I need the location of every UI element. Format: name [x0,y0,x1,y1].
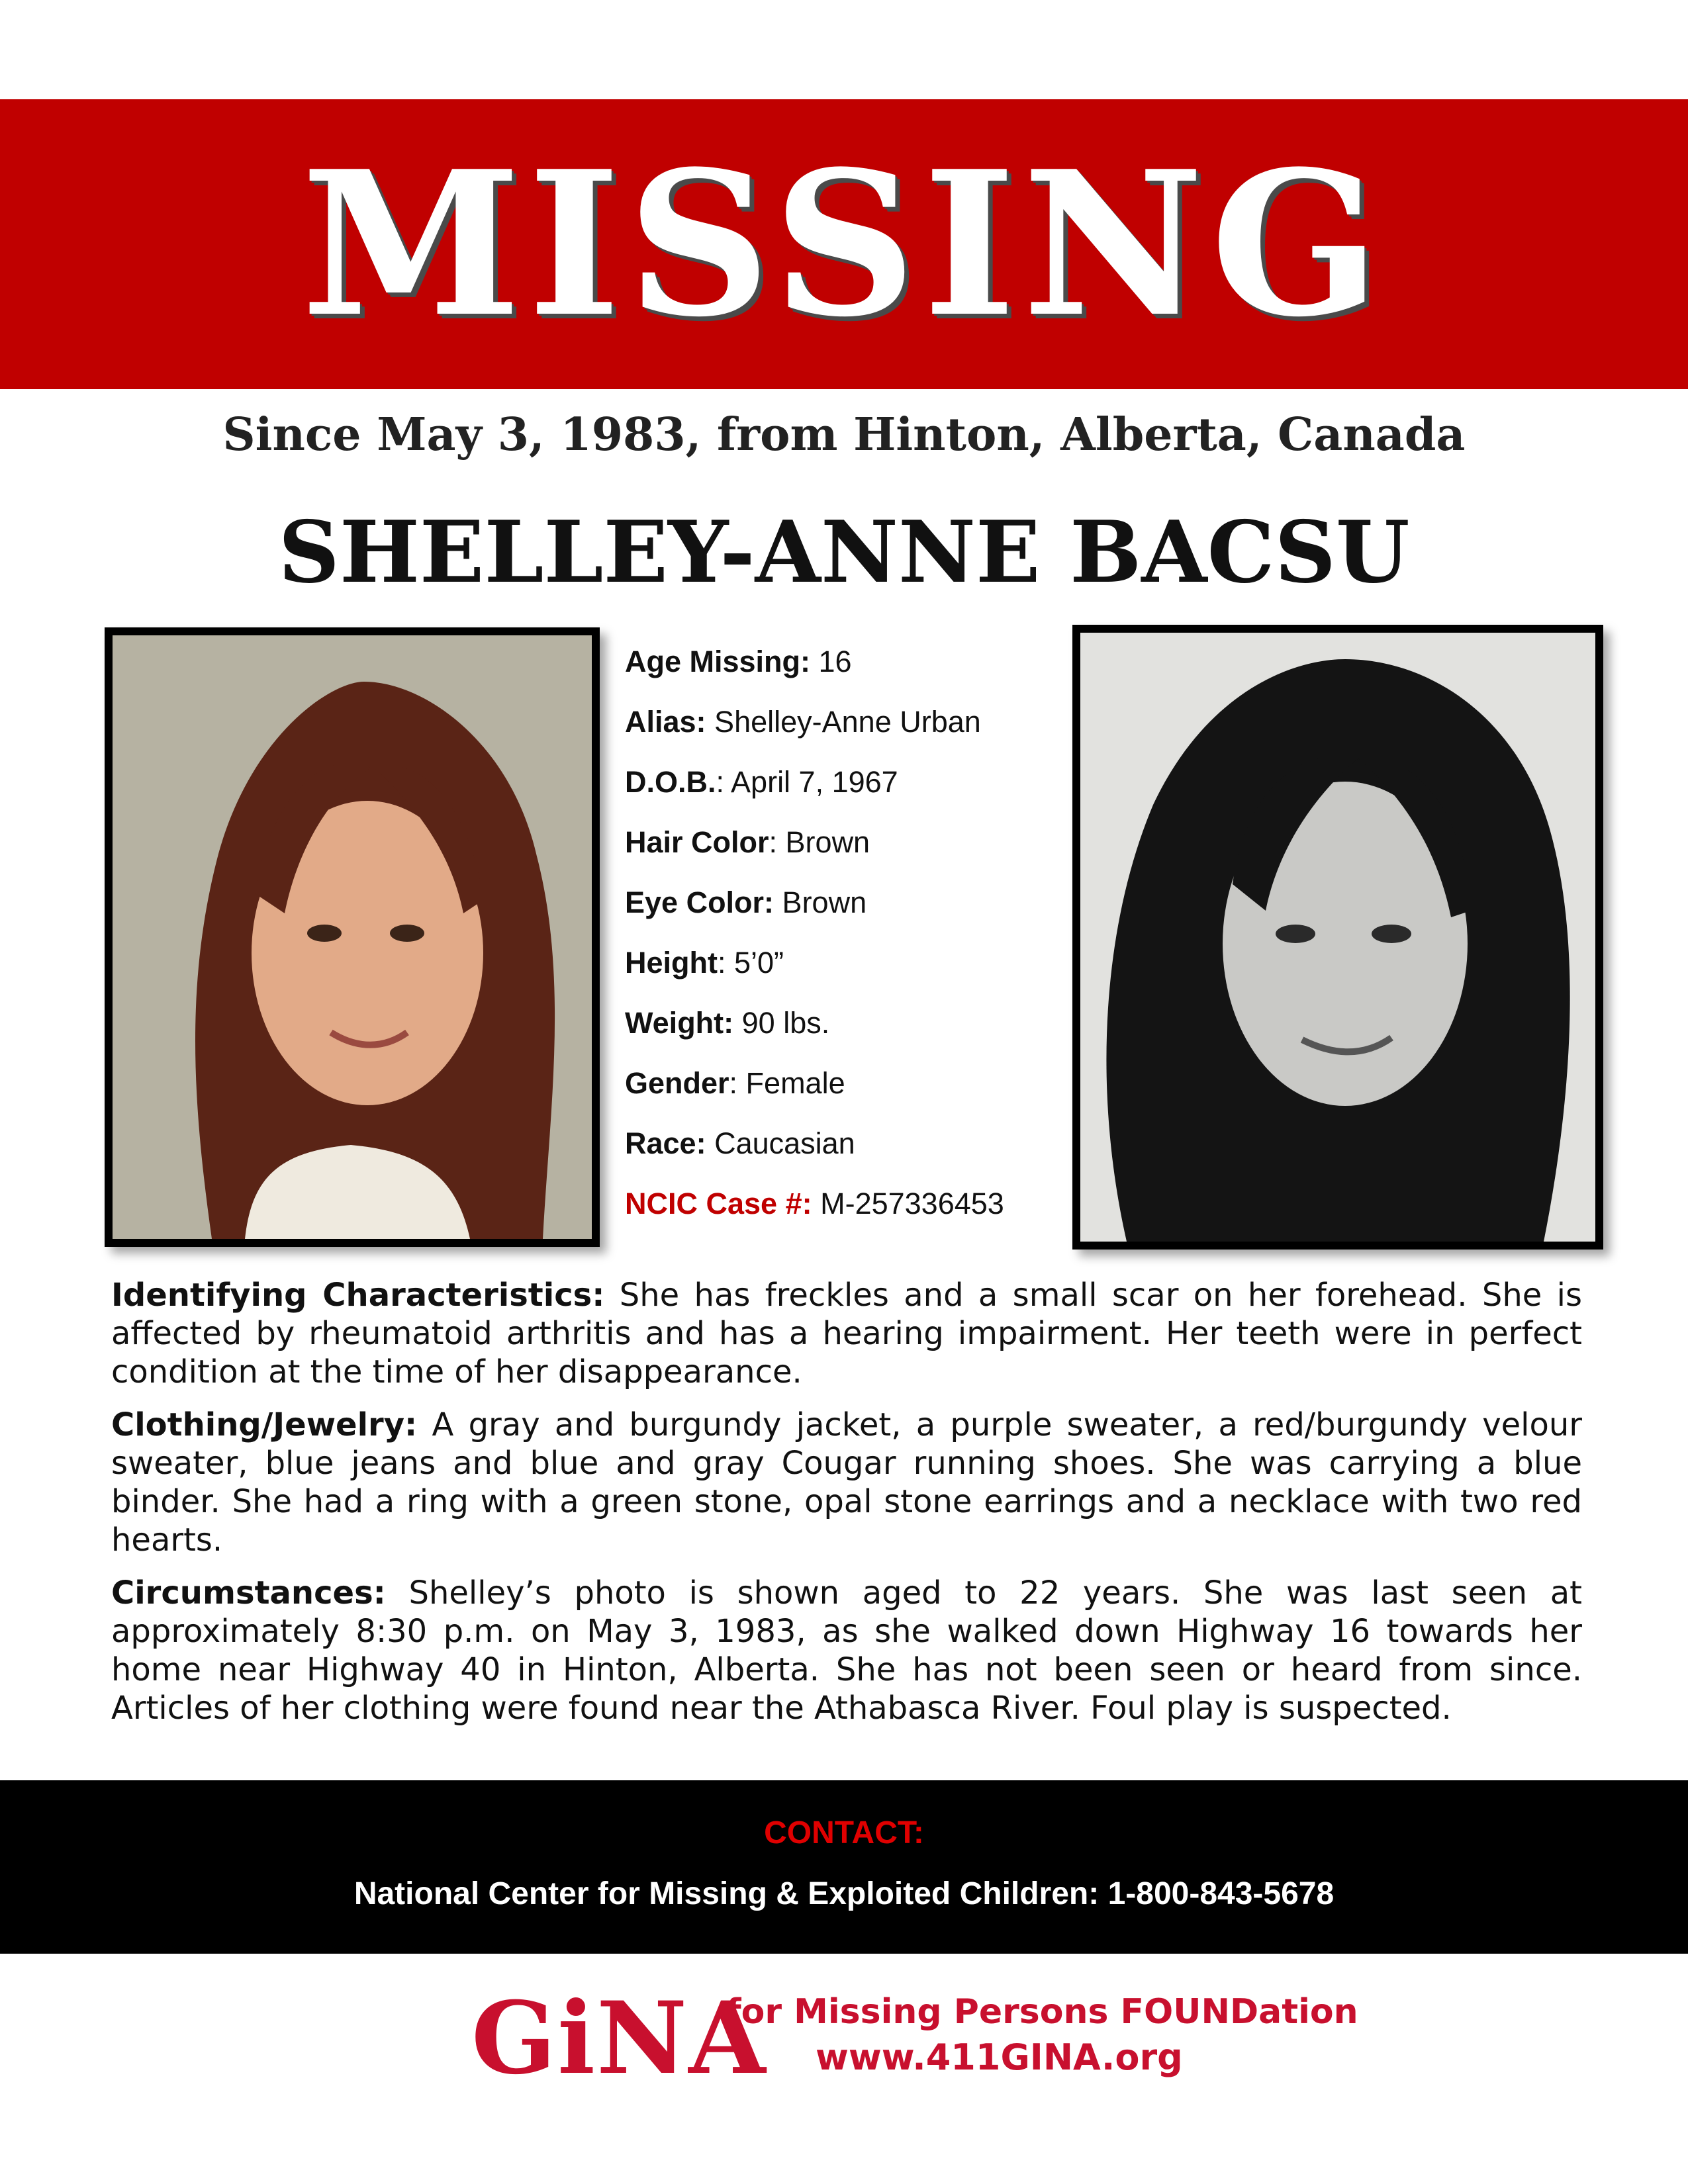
portrait-age-progressed-image [1080,633,1595,1242]
fact-label: Height [625,946,718,979]
identifying-characteristics-paragraph [111,1276,1582,1391]
fact-label: Alias: [625,705,706,739]
photo-original [105,627,600,1247]
portrait-original-image [113,635,592,1239]
missing-since-line: Since May 3, 1983, from Hinton, Alberta, Canada [222,408,1466,461]
paragraph-label: Circumstances: [111,1574,386,1612]
vital-facts-list [625,634,1062,1236]
person-name: SHELLEY-ANNE BACSU [278,503,1410,602]
fact-value: : Brown [769,825,870,859]
logo-wordmark: GiNA [471,1980,767,2097]
paragraph-label: Identifying Characteristics: [111,1277,605,1314]
missing-title: MISSING [301,127,1387,361]
fact-label: Eye Color: [625,886,774,919]
fact-age-missing [625,634,1062,694]
fact-label: Hair Color [625,825,769,859]
photo-age-progressed [1072,625,1603,1250]
fact-dob [625,754,1062,815]
fact-race [625,1116,1062,1176]
fact-value: M-257336453 [812,1187,1004,1220]
fact-value: Shelley-Anne Urban [706,705,981,739]
logo-website[interactable]: www.411GINA.org [816,2036,1183,2078]
clothing-jewelry-paragraph [111,1406,1582,1559]
fact-label: Race: [625,1126,706,1160]
fact-ncic-case [625,1176,1062,1236]
gina-foundation-logo [471,1980,1358,2101]
fact-value: : April 7, 1967 [716,765,898,799]
paragraph-text: She has freckles and a small scar on her forehead. She is affected by rheumatoid arthritis and has a hearing impairment. Her teeth were in perfect condition at the time of her disappearance. [111,1277,1582,1390]
fact-weight [625,995,1062,1056]
fact-value: 16 [810,645,852,678]
fact-label: Age Missing: [625,645,811,678]
fact-eye-color [625,875,1062,935]
fact-height [625,935,1062,995]
fact-value: 90 lbs. [733,1006,830,1040]
circumstances-paragraph [111,1574,1582,1727]
fact-value: : Female [729,1066,845,1100]
fact-hair-color [625,815,1062,875]
fact-label: NCIC Case #: [625,1187,812,1220]
contact-title: CONTACT: [764,1815,924,1850]
paragraph-text: A gray and burgundy jacket, a purple sweater, a red/burgundy velour sweater, blue jeans and blue and gray Cougar running shoes. She was carrying a blue binder. She had a ring with a green stone, opal stone earrings and a necklace with two red hearts. [111,1406,1582,1559]
contact-phone-line: National Center for Missing & Exploited Children: 1-800-843-5678 [353,1876,1335,1911]
fact-gender [625,1056,1062,1116]
paragraph-label: Clothing/Jewelry: [111,1406,418,1443]
fact-label: D.O.B. [625,765,716,799]
fact-label: Weight: [625,1006,734,1040]
fact-alias [625,694,1062,754]
fact-label: Gender [625,1066,729,1100]
contact-bar [0,1780,1688,1954]
logo-tagline: for Missing Persons FOUNDation [726,1992,1358,2032]
paragraph-text: Shelley’s photo is shown aged to 22 years. She was last seen at approximately 8:30 p.m. on May 3, 1983, as she walked down Highway 16 towards her home near Highway 40 in Hinton, Alberta. She has not been seen or heard from since. Articles of her clothing were found near the Athabasca River. Foul play is suspected. [111,1574,1582,1727]
case-details [111,1276,1582,1742]
fact-value: Brown [774,886,867,919]
fact-value: Caucasian [706,1126,855,1160]
fact-value: : 5’0” [718,946,784,979]
